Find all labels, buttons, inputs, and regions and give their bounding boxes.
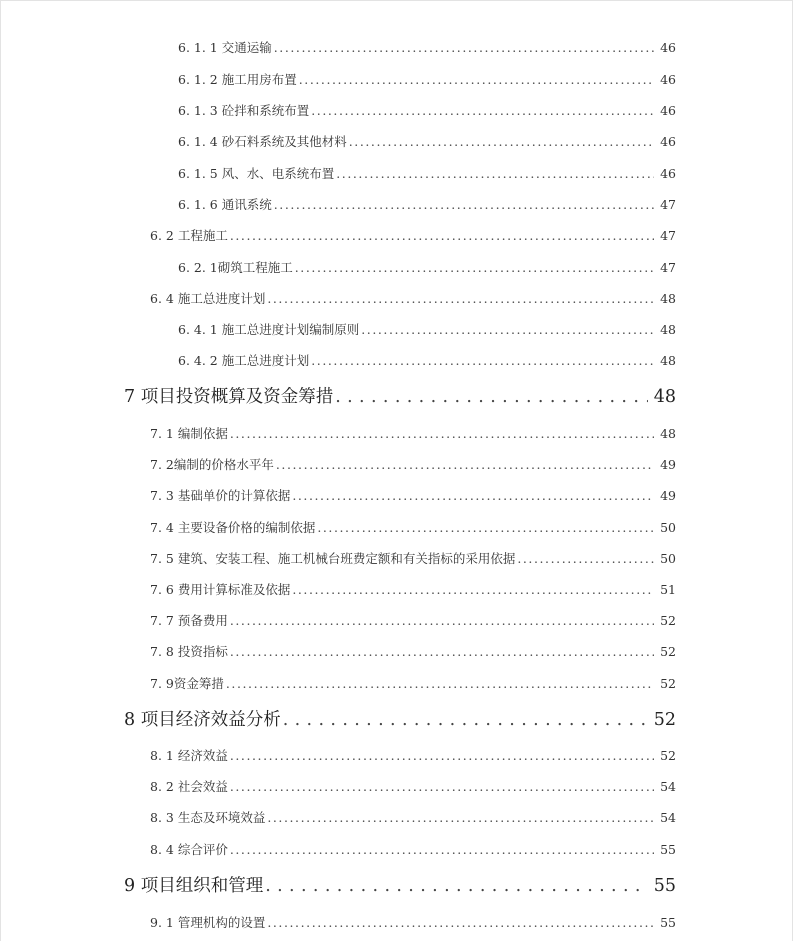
toc-entry-7-4[interactable] <box>150 518 676 538</box>
toc-entry-6-1-1[interactable] <box>178 38 676 58</box>
dot-leader <box>274 38 654 58</box>
toc-entry-title: 9. 1 管理机构的设置 <box>150 915 266 930</box>
dot-leader <box>267 913 654 933</box>
toc-entry-9-1[interactable] <box>150 913 676 933</box>
toc-entry-6-4-2[interactable] <box>178 351 676 371</box>
toc-entry-title: 7. 6 费用计算标准及依据 <box>150 582 291 597</box>
toc-entry-title: 6. 2 工程施工 <box>150 228 228 243</box>
toc-entry-title: 7 项目投资概算及资金筹措 <box>124 387 334 407</box>
dot-leader <box>336 164 654 184</box>
toc-entry-page: 46 <box>660 72 676 87</box>
toc-entry-title: 7. 1 编制依据 <box>150 426 228 441</box>
toc-entry-page: 55 <box>660 842 676 857</box>
toc-entry-title: 7. 7 预备费用 <box>150 613 228 628</box>
toc-entry-page: 50 <box>660 520 676 535</box>
toc-entry-6-1-2[interactable] <box>178 70 676 90</box>
dot-leader <box>230 424 654 444</box>
toc-entry-page: 48 <box>660 426 676 441</box>
toc-entry-7-7[interactable] <box>150 611 676 631</box>
toc-entry-title: 7. 9资金筹措 <box>150 676 224 691</box>
toc-entry-page: 46 <box>660 166 676 181</box>
dot-leader <box>517 549 654 569</box>
toc-entry-page: 52 <box>660 644 676 659</box>
toc-entry-page: 46 <box>660 40 676 55</box>
dot-leader <box>317 518 654 538</box>
toc-entry-title: 8. 1 经济效益 <box>150 748 228 763</box>
toc-entry-page: 54 <box>660 810 676 825</box>
toc-entry-title: 6. 1. 3 砼拌和系统布置 <box>178 103 310 118</box>
toc-entry-title: 6. 1. 6 通讯系统 <box>178 197 272 212</box>
toc-entry-6-4-1[interactable] <box>178 320 676 340</box>
dot-leader <box>361 320 654 340</box>
toc-entry-title: 7. 3 基础单价的计算依据 <box>150 488 291 503</box>
dot-leader <box>226 674 654 694</box>
toc-entry-title: 6. 1. 5 风、水、电系统布置 <box>178 166 335 181</box>
toc-entry-7-9[interactable] <box>150 674 676 694</box>
toc-entry-title: 7. 5 建筑、安装工程、施工机械台班费定额和有关指标的采用依据 <box>150 551 516 566</box>
toc-entry-page: 52 <box>660 676 676 691</box>
toc-entry-6-2-1[interactable] <box>178 258 676 278</box>
toc-chapter-8[interactable] <box>124 706 676 734</box>
dot-leader <box>230 611 654 631</box>
toc-entry-6-4[interactable] <box>150 289 676 309</box>
toc-entry-7-1[interactable] <box>150 424 676 444</box>
toc-entry-6-2[interactable] <box>150 226 676 246</box>
toc-entry-page: 55 <box>653 876 676 896</box>
toc-entry-title: 8. 4 综合评价 <box>150 842 228 857</box>
toc-entry-page: 48 <box>653 387 676 407</box>
toc-entry-page: 48 <box>660 322 676 337</box>
toc-entry-page: 46 <box>660 134 676 149</box>
toc-entry-title: 8 项目经济效益分析 <box>124 710 281 730</box>
toc-entry-7-2[interactable] <box>150 455 676 475</box>
toc-entry-page: 54 <box>660 779 676 794</box>
toc-entry-title: 6. 2. 1砌筑工程施工 <box>178 260 293 275</box>
toc-entry-page: 47 <box>660 260 676 275</box>
toc-chapter-7[interactable] <box>124 383 676 411</box>
toc-entry-7-8[interactable] <box>150 642 676 662</box>
toc-entry-8-3[interactable] <box>150 808 676 828</box>
toc-entry-title: 8. 2 社会效益 <box>150 779 228 794</box>
dot-leader <box>283 706 648 734</box>
toc-entry-title: 7. 2编制的价格水平年 <box>150 457 274 472</box>
dot-leader <box>265 872 648 900</box>
toc-entry-7-5[interactable] <box>150 549 676 569</box>
dot-leader <box>230 777 654 797</box>
toc-entry-page: 50 <box>660 551 676 566</box>
toc-entry-6-1-5[interactable] <box>178 164 676 184</box>
dot-leader <box>295 258 654 278</box>
toc-entry-title: 9 项目组织和管理 <box>124 876 264 896</box>
toc-entry-page: 52 <box>653 710 676 730</box>
dot-leader <box>335 383 648 411</box>
dot-leader <box>230 746 654 766</box>
toc-entry-title: 8. 3 生态及环境效益 <box>150 810 266 825</box>
toc-entry-page: 48 <box>660 353 676 368</box>
toc-entry-title: 7. 4 主要设备价格的编制依据 <box>150 520 316 535</box>
toc-entry-page: 47 <box>660 197 676 212</box>
toc-entry-6-1-3[interactable] <box>178 101 676 121</box>
toc-entry-page: 49 <box>660 488 676 503</box>
toc-entry-page: 47 <box>660 228 676 243</box>
dot-leader <box>230 226 654 246</box>
toc-entry-7-3[interactable] <box>150 486 676 506</box>
dot-leader <box>292 580 654 600</box>
dot-leader <box>292 486 654 506</box>
toc-entry-8-1[interactable] <box>150 746 676 766</box>
dot-leader <box>311 351 654 371</box>
toc-entry-title: 6. 1. 2 施工用房布置 <box>178 72 297 87</box>
toc-entry-6-1-4[interactable] <box>178 132 676 152</box>
toc-entry-8-2[interactable] <box>150 777 676 797</box>
toc-entry-7-6[interactable] <box>150 580 676 600</box>
toc-entry-title: 7. 8 投资指标 <box>150 644 228 659</box>
dot-leader <box>267 289 654 309</box>
dot-leader <box>230 642 654 662</box>
dot-leader <box>276 455 654 475</box>
toc-entry-page: 49 <box>660 457 676 472</box>
dot-leader <box>349 132 654 152</box>
toc-chapter-9[interactable] <box>124 872 676 900</box>
toc-entry-page: 52 <box>660 613 676 628</box>
dot-leader <box>267 808 654 828</box>
toc-entry-8-4[interactable] <box>150 840 676 860</box>
dot-leader <box>230 840 654 860</box>
dot-leader <box>274 195 654 215</box>
toc-entry-title: 6. 4. 1 施工总进度计划编制原则 <box>178 322 360 337</box>
toc-entry-page: 46 <box>660 103 676 118</box>
toc-entry-page: 51 <box>660 582 676 597</box>
toc-entry-title: 6. 1. 1 交通运输 <box>178 40 272 55</box>
toc-entry-page: 52 <box>660 748 676 763</box>
dot-leader <box>299 70 654 90</box>
toc-entry-title: 6. 1. 4 砂石料系统及其他材料 <box>178 134 347 149</box>
toc-entry-page: 55 <box>660 915 676 930</box>
toc-entry-title: 6. 4 施工总进度计划 <box>150 291 266 306</box>
toc-entry-page: 48 <box>660 291 676 306</box>
toc-entry-6-1-6[interactable] <box>178 195 676 215</box>
toc-entry-title: 6. 4. 2 施工总进度计划 <box>178 353 310 368</box>
dot-leader <box>311 101 654 121</box>
